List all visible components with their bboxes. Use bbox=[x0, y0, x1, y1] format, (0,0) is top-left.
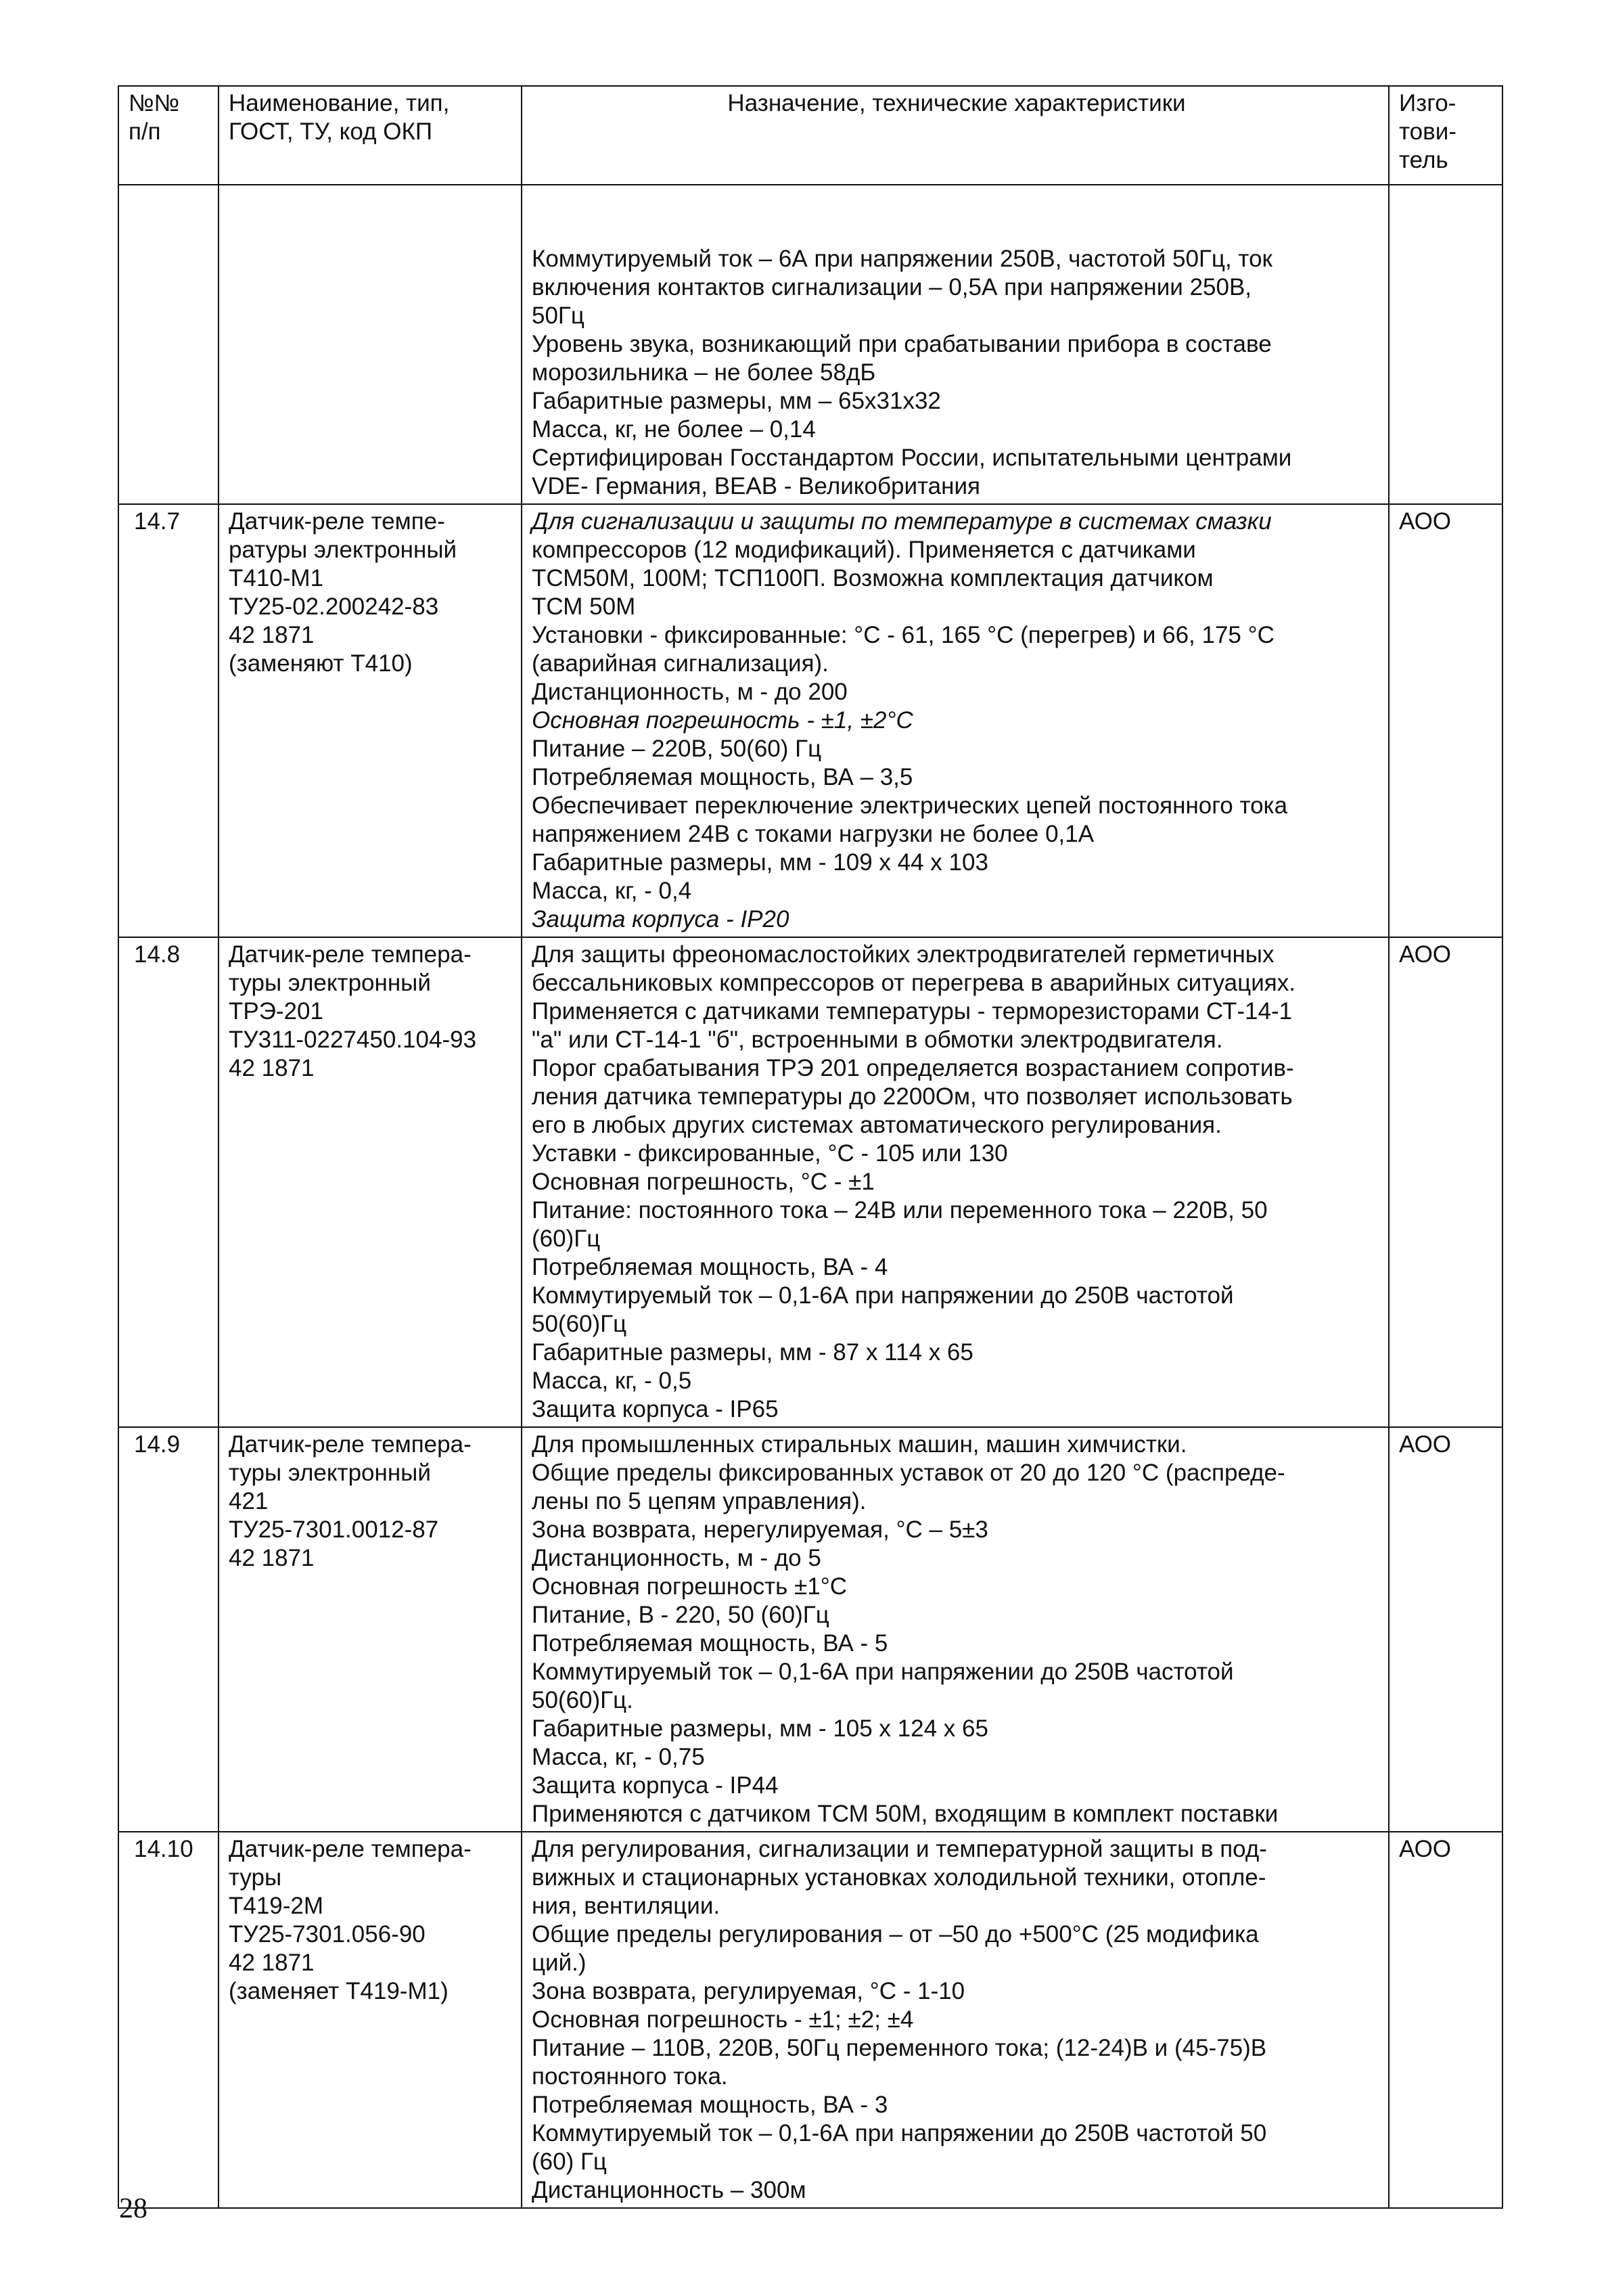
description-line: лены по 5 цепям управления). bbox=[532, 1488, 867, 1514]
row-manufacturer bbox=[1389, 185, 1502, 504]
description-line: "а" или СТ-14-1 "б", встроенными в обмотки электродвигателя. bbox=[532, 1027, 1223, 1053]
description-line: Габаритные размеры, мм - 105 х 124 х 65 bbox=[532, 1715, 988, 1742]
header-manufacturer: Изго- тови- тель bbox=[1389, 86, 1502, 185]
name-line: туры bbox=[229, 1864, 282, 1891]
table-header-row bbox=[118, 86, 1502, 185]
row-description-cell bbox=[522, 1832, 1389, 2208]
description-line: Для защиты фреономаслостойких электродвигателей герметичных bbox=[532, 941, 1275, 968]
description-line: 50(60)Гц bbox=[532, 1311, 627, 1337]
description-line: Масса, кг, не более – 0,14 bbox=[532, 416, 816, 443]
page-number: 28 bbox=[119, 2193, 147, 2224]
table-row bbox=[118, 937, 1502, 1427]
description-line: Для регулирования, сигнализации и температурной защиты в под- bbox=[532, 1836, 1267, 1862]
description-line: Для промышленных стиральных машин, машин химчистки. bbox=[532, 1431, 1187, 1458]
description-line: (60)Гц bbox=[532, 1225, 601, 1252]
description-line: Потребляемая мощность, ВА - 3 bbox=[532, 2092, 888, 2118]
description-line: Сертифицирован Госстандартом России, испытательными центрами bbox=[532, 445, 1292, 471]
description-line: Основная погрешность - ±1, ±2°С bbox=[532, 707, 913, 734]
description-line: Питание: постоянного тока – 24В или переменного тока – 220В, 50 bbox=[532, 1197, 1268, 1223]
description-line: Установки - фиксированные: °С - 61, 165 °С (перегрев) и 66, 175 °С bbox=[532, 622, 1275, 648]
name-line: 42 1871 bbox=[229, 1055, 315, 1081]
name-line: Датчик-реле темпера- bbox=[229, 941, 472, 968]
description-line: Защита корпуса - IP44 bbox=[532, 1772, 779, 1799]
name-line: Датчик-реле темпера- bbox=[229, 1836, 472, 1862]
description-line: Зона возврата, регулируемая, °С - 1-10 bbox=[532, 1978, 965, 2004]
description-line: Масса, кг, - 0,75 bbox=[532, 1744, 705, 1770]
description-line: VDE- Германия, BEAB - Великобритания bbox=[532, 473, 980, 499]
row-number: 14.8 bbox=[118, 937, 219, 1427]
name-line: Т410-М1 bbox=[229, 565, 324, 591]
description-line: Уровень звука, возникающий при срабатывании прибора в составе bbox=[532, 331, 1272, 357]
row-name-cell bbox=[219, 185, 522, 504]
name-line: (заменяет Т419-М1) bbox=[229, 1978, 449, 2004]
description-line: Питание, В - 220, 50 (60)Гц bbox=[532, 1602, 829, 1628]
row-manufacturer: АОО bbox=[1389, 937, 1502, 1427]
name-line: 421 bbox=[229, 1488, 269, 1514]
description-line: ТСМ 50М bbox=[532, 593, 636, 620]
description-line: Основная погрешность ±1°С bbox=[532, 1573, 848, 1600]
row-description-cell bbox=[522, 185, 1389, 504]
description-line: (60) Гц bbox=[532, 2148, 607, 2175]
description-line: Масса, кг, - 0,5 bbox=[532, 1368, 692, 1394]
description-line: морозильника – не более 58дБ bbox=[532, 359, 876, 386]
row-manufacturer: АОО bbox=[1389, 1427, 1502, 1832]
name-line: ТУ25-7301.056-90 bbox=[229, 1921, 426, 1948]
description-line: 50(60)Гц. bbox=[532, 1687, 633, 1713]
name-line: 42 1871 bbox=[229, 1545, 315, 1571]
row-name-cell bbox=[219, 1832, 522, 2208]
description-line: Масса, кг, - 0,4 bbox=[532, 878, 692, 904]
description-line: ния, вентиляции. bbox=[532, 1893, 720, 1919]
row-number: 14.9 bbox=[118, 1427, 219, 1832]
description-line: Порог срабатывания ТРЭ 201 определяется возрастанием сопротив- bbox=[532, 1055, 1294, 1081]
row-manufacturer: АОО bbox=[1389, 504, 1502, 937]
description-line: Потребляемая мощность, ВА - 5 bbox=[532, 1630, 888, 1657]
header-number: №№ п/п bbox=[118, 86, 219, 185]
description-line: ТСМ50М, 100М; ТСП100П. Возможна комплектация датчиком bbox=[532, 565, 1214, 591]
table-row bbox=[118, 504, 1502, 937]
description-line: Применяются с датчиком ТСМ 50М, входящим в комплект поставки bbox=[532, 1801, 1279, 1827]
row-description-cell bbox=[522, 504, 1389, 937]
description-line: Дистанционность, м - до 200 bbox=[532, 679, 848, 705]
description-line: включения контактов сигнализации – 0,5А при напряжении 250В, bbox=[532, 274, 1252, 300]
description-line: Зона возврата, нерегулируемая, °С – 5±3 bbox=[532, 1516, 988, 1543]
row-name-cell bbox=[219, 937, 522, 1427]
row-number: 14.7 bbox=[118, 504, 219, 937]
name-line: туры электронный bbox=[229, 970, 431, 996]
description-line: Защита корпуса - IP20 bbox=[532, 906, 789, 932]
description-line: Обеспечивает переключение электрических цепей постоянного тока bbox=[532, 792, 1288, 819]
description-line: ций.) bbox=[532, 1950, 587, 1976]
header-name: Наименование, тип, ГОСТ, ТУ, код ОКП bbox=[219, 86, 522, 185]
row-name-cell bbox=[219, 504, 522, 937]
description-line: Питание – 110В, 220В, 50Гц переменного тока; (12-24)В и (45-75)В bbox=[532, 2035, 1267, 2061]
row-description-cell bbox=[522, 1427, 1389, 1832]
description-line: Применяется с датчиками температуры - терморезисторами СТ-14-1 bbox=[532, 998, 1293, 1025]
description-line: его в любых других системах автоматического регулирования. bbox=[532, 1112, 1222, 1138]
description-line: Коммутируемый ток – 0,1-6А при напряжении до 250В частотой bbox=[532, 1282, 1234, 1309]
description-line: Дистанционность, м - до 5 bbox=[532, 1545, 821, 1571]
description-line: ления датчика температуры до 2200Ом, что позволяет использовать bbox=[532, 1083, 1293, 1110]
row-manufacturer: АОО bbox=[1389, 1832, 1502, 2208]
name-line: ТРЭ-201 bbox=[229, 998, 323, 1025]
description-line: Для сигнализации и защиты по температуре в системах смазки bbox=[532, 508, 1272, 535]
description-line: (аварийная сигнализация). bbox=[532, 650, 829, 677]
name-line: Датчик-реле темпе- bbox=[229, 508, 445, 535]
description-line: Коммутируемый ток – 0,1-6А при напряжении до 250В частотой bbox=[532, 1659, 1234, 1685]
description-line: Потребляемая мощность, ВА – 3,5 bbox=[532, 764, 913, 790]
row-name-cell bbox=[219, 1427, 522, 1832]
description-line bbox=[532, 188, 1381, 217]
description-line: Основная погрешность - ±1; ±2; ±4 bbox=[532, 2006, 914, 2033]
name-line: Датчик-реле темпера- bbox=[229, 1431, 472, 1458]
header-description: Назначение, технические характеристики bbox=[522, 86, 1389, 185]
description-line: Габаритные размеры, мм - 109 х 44 х 103 bbox=[532, 849, 988, 876]
name-line: ТУ25-02.200242-83 bbox=[229, 593, 439, 620]
description-line: Общие пределы фиксированных уставок от 20 до 120 °С (распреде- bbox=[532, 1460, 1285, 1486]
description-line: компрессоров (12 модификаций). Применяется с датчиками bbox=[532, 537, 1196, 563]
name-line: туры электронный bbox=[229, 1460, 431, 1486]
name-line: 42 1871 bbox=[229, 622, 315, 648]
table-row bbox=[118, 1427, 1502, 1832]
name-line: Т419-2М bbox=[229, 1893, 324, 1919]
description-line bbox=[532, 217, 1381, 245]
name-line: ТУ311-0227450.104-93 bbox=[229, 1027, 477, 1053]
description-line: Основная погрешность, °С - ±1 bbox=[532, 1169, 875, 1195]
description-line: Коммутируемый ток – 6А при напряжении 250В, частотой 50Гц, ток bbox=[532, 246, 1272, 272]
description-line: Коммутируемый ток – 0,1-6А при напряжении до 250В частотой 50 bbox=[532, 2120, 1267, 2146]
name-line: 42 1871 bbox=[229, 1950, 315, 1976]
description-line: Общие пределы регулирования – от –50 до +500°С (25 модифика bbox=[532, 1921, 1259, 1948]
table-row bbox=[118, 1832, 1502, 2208]
row-description-cell bbox=[522, 937, 1389, 1427]
row-number bbox=[118, 185, 219, 504]
description-line: постоянного тока. bbox=[532, 2063, 728, 2090]
description-line: Дистанционность – 300м bbox=[532, 2177, 806, 2203]
description-line: Защита корпуса - IP65 bbox=[532, 1396, 779, 1422]
name-line: (заменяют Т410) bbox=[229, 650, 413, 677]
specifications-table bbox=[118, 85, 1503, 2209]
description-line: Питание – 220В, 50(60) Гц bbox=[532, 736, 822, 762]
description-line: вижных и стационарных установках холодильной техники, отопле- bbox=[532, 1864, 1266, 1891]
name-line: ратуры электронный bbox=[229, 537, 457, 563]
description-line: Габаритные размеры, мм – 65х31х32 bbox=[532, 388, 941, 414]
name-line: ТУ25-7301.0012-87 bbox=[229, 1516, 439, 1543]
description-line: Габаритные размеры, мм - 87 х 114 х 65 bbox=[532, 1339, 973, 1366]
description-line: 50Гц bbox=[532, 302, 584, 329]
description-line: бессальниковых компрессоров от перегрева в аварийных ситуациях. bbox=[532, 970, 1295, 996]
table-row bbox=[118, 185, 1502, 504]
description-line: напряжением 24В с токами нагрузки не более 0,1А bbox=[532, 821, 1095, 847]
row-number: 14.10 bbox=[118, 1832, 219, 2208]
description-line: Уставки - фиксированные, °С - 105 или 130 bbox=[532, 1140, 1008, 1167]
description-line: Потребляемая мощность, ВА - 4 bbox=[532, 1254, 888, 1280]
